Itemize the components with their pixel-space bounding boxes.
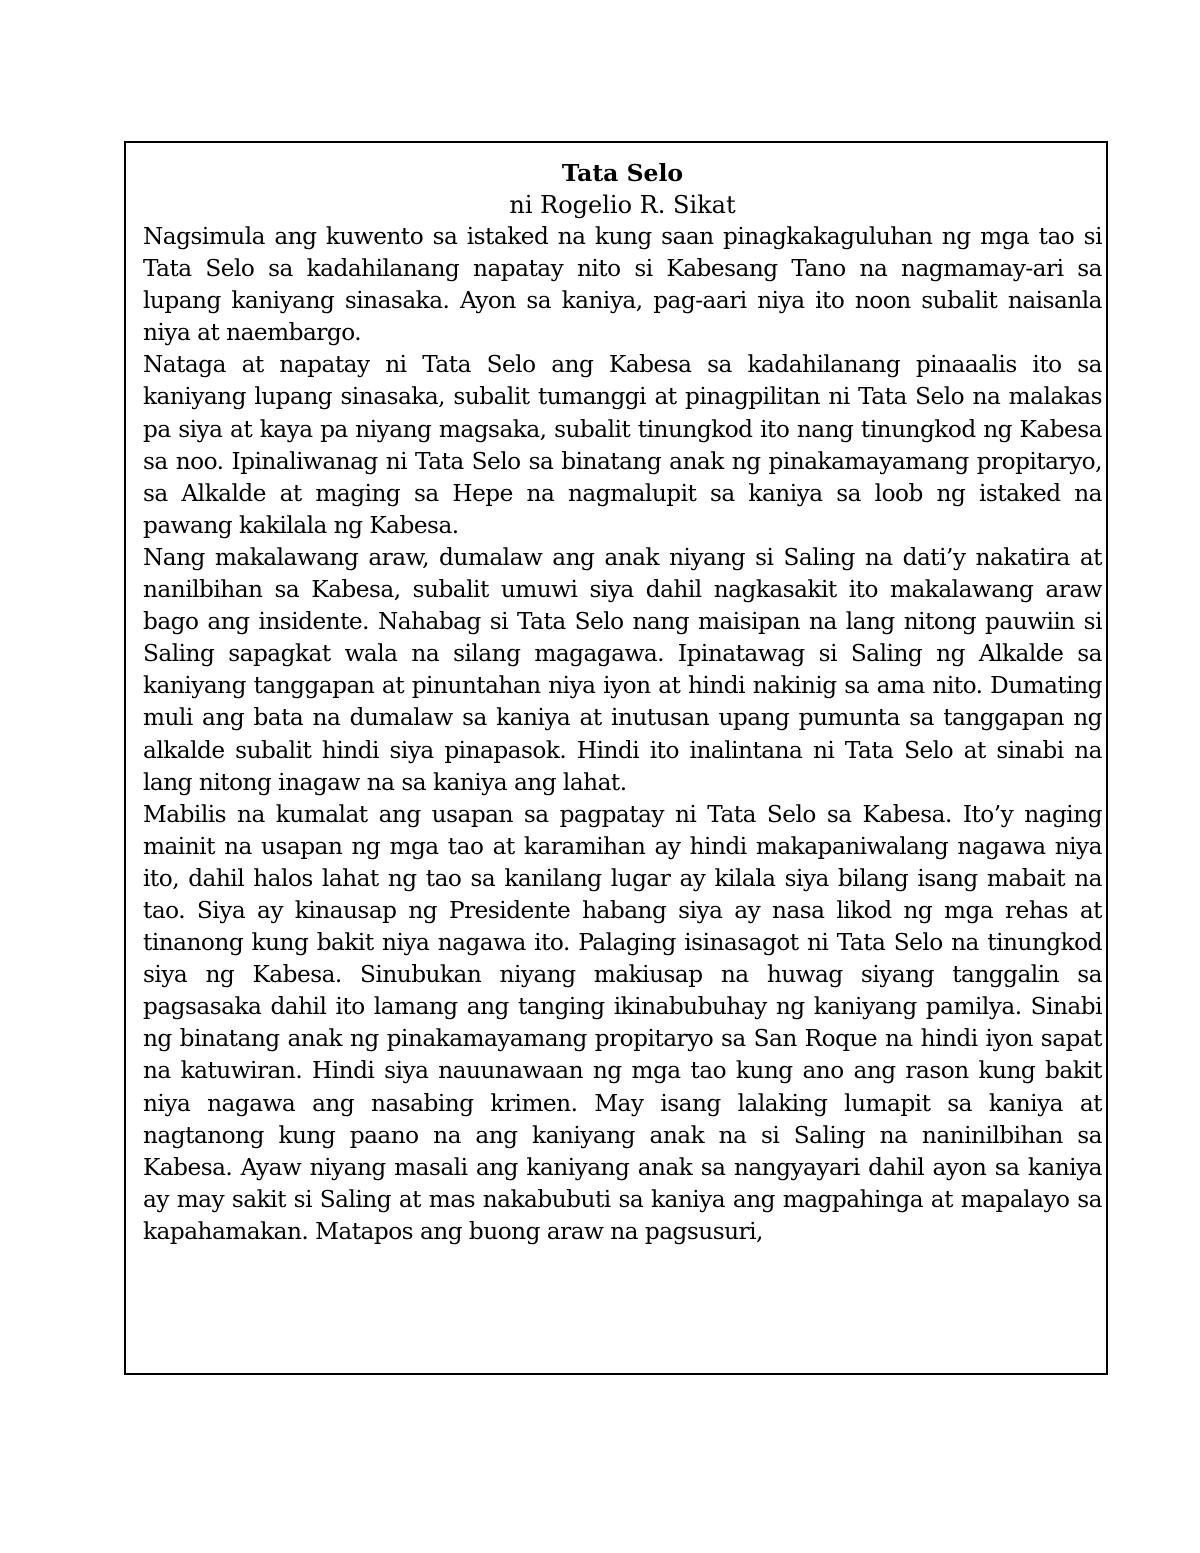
paragraph-4: Mabilis na kumalat ang usapan sa pagpatay ni Tata Selo sa Kabesa. Ito’y naging mainit na usapan ng mga tao at karamihan ay hindi makapaniwalang nagawa niya ito, dahil halos lahat ng tao sa kanilang lugar ay kilala siya bilang isang mabait na tao. Siya ay kinausap ng Presidente habang siya ay nasa likod ng mga rehas at tinanong kung bakit niya nagawa ito. Palaging isinasagot ni Tata Selo na tinungkod siya ng Kabesa. Sinubukan niyang makiusap na huwag siyang tanggalin sa pagsasaka dahil ito lamang ang tanging ikinabubuhay ng kaniyang pamilya. Sinabi ng binatang anak ng pinakamayamang propitaryo sa San Roque na hindi iyon sapat na katuwiran. Hindi siya nauunawaan ng mga tao kung ano ang rason kung bakit niya nagawa ang nasabing krimen. May isang lalaking lumapit sa kaniya at nagtanong kung paano na ang kaniyang anak na si Saling na naninilbihan sa Kabesa. Ayaw niyang masali ang kaniyang anak sa nangyayari dahil ayon sa kaniya ay may sakit si Saling at mas nakabubuti sa kaniya ang magpahinga at mapalayo sa kapahamakan. Matapos ang buong araw na pagsusuri, [143,800,1102,1245]
document-title: Tata Selo [561,159,684,187]
document-author: ni Rogelio R. Sikat [509,191,736,219]
paragraph-3: Nang makalawang araw, dumalaw ang anak niyang si Saling na dati’y nakatira at nanilbihan sa Kabesa, subalit umuwi siya dahil nagkasakit ito makalawang araw bago ang insidente. Nahabag si Tata Selo nang maisipan na lang nitong pauwiin si Saling sapagkat wala na silang magagawa. Ipinatawag si Saling ng Alkalde sa kaniyang tanggapan at pinuntahan niya iyon at hindi nakinig sa ama nito. Dumating muli ang bata na dumalaw sa kaniya at inutusan upang pumunta sa tanggapan ng alkalde subalit hindi siya pinapasok. Hindi ito inalintana ni Tata Selo at sinabi na lang nitong inagaw na sa kaniya ang lahat. [143,543,1102,796]
paragraph-1: Nagsimula ang kuwento sa istaked na kung saan pinagkakaguluhan ng mga tao si Tata Selo sa kadahilanang napatay nito si Kabesang Tano na nagmamay-ari sa lupang kaniyang sinasaka. Ayon sa kaniya, pag-aari niya ito noon subalit naisanla niya at naembargo. [143,223,1102,347]
document-frame [124,141,1108,1375]
paragraph-2: Nataga at napatay ni Tata Selo ang Kabesa sa kadahilanang pinaaalis ito sa kaniyang lupang sinasaka, subalit tumanggi at pinagpilitan ni Tata Selo na malakas pa siya at kaya pa niyang magsaka, subalit tinungkod ito nang tinungkod ng Kabesa sa noo. Ipinaliwanag ni Tata Selo sa binatang anak ng pinakamayamang propitaryo, sa Alkalde at maging sa Hepe na nagmalupit sa kaniya sa loob ng istaked na pawang kakilala ng Kabesa. [143,351,1102,539]
